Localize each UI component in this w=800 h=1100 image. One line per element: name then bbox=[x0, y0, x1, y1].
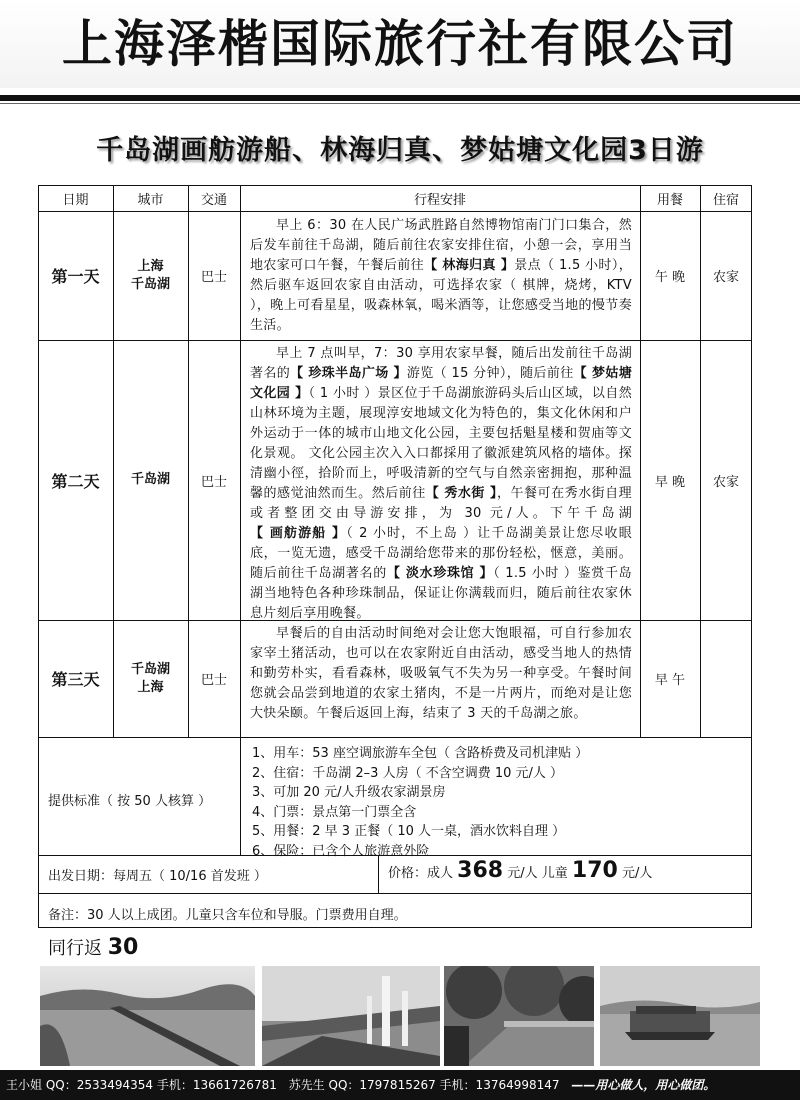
standards-item: 4、门票：景点第一门票全含 bbox=[252, 804, 417, 820]
price bbox=[388, 858, 652, 883]
standards-item: 2、住宿：千岛湖 2–3 人房（ 不含空调费 10 元/人 ） bbox=[252, 765, 564, 781]
day-2-transport: 巴士 bbox=[200, 474, 227, 490]
forest-photo bbox=[444, 966, 594, 1066]
day-1-city bbox=[113, 211, 188, 340]
standards-item: 1、用车：53 座空调旅游车全包（ 含路桥费及司机津贴 ） bbox=[252, 746, 589, 761]
day-3-itinerary: 早餐后的自由活动时间绝对会让您大饱眼福，可自行参加农家宰土猪活动，也可以在农家附近自由活动，感受当地人的热情和勤劳朴实，看看森林，吸吸氧气不失为另一种享受。午餐时间您就会品尝到地道的农家土猪肉，不是一片两片，而绝对是让您大快朵颐。午餐后返回上海，结束了 3 天的千岛湖之旅。 bbox=[250, 626, 632, 721]
day-3-city-2: 上海 bbox=[137, 679, 164, 695]
slogan: ——用心做人，用心做团。 bbox=[571, 1078, 716, 1092]
day-1-city-2: 千岛湖 bbox=[130, 276, 170, 292]
day-3-city bbox=[113, 620, 188, 737]
day-2-label: 第二天 bbox=[51, 471, 100, 491]
day-3-city-1: 千岛湖 bbox=[130, 661, 170, 677]
contact-bar bbox=[0, 1070, 800, 1100]
day-1-label: 第一天 bbox=[51, 267, 100, 286]
day-2-lodging: 农家 bbox=[712, 474, 739, 490]
header-rule-thin bbox=[0, 103, 800, 104]
price-adult-unit: 元/人 儿童 bbox=[507, 866, 568, 881]
standards-item: 6、保险：已含个人旅游意外险 bbox=[252, 843, 430, 859]
standards-label: 提供标准（ 按 50 人核算 ） bbox=[48, 794, 212, 809]
fountain-photo bbox=[262, 966, 440, 1066]
day-1-lodging: 农家 bbox=[712, 270, 739, 285]
day-3-transport: 巴士 bbox=[200, 673, 227, 688]
day-1-itinerary: 早上 6：30 在人民广场武胜路自然博物馆南门门口集合，然后发车前往千岛湖，随后前往农家安排住宿，小憩一会，享用当地农家可口午餐，午餐后前往【 林海归真 】景点（ 1.5 小时），然后驱车返回农家自由活动，可选择农家（ 棋牌，烧烤，KTV ），晚上可看星星，吸森林氧，喝米酒等，让您感受当地的慢节奏生活。 bbox=[250, 218, 633, 333]
day-2-itinerary: 早上 7 点叫早，7：30 享用农家早餐，随后出发前往千岛湖著名的【 珍珠半岛广场 】游览（ 15 分钟），随后前往【 梦姑塘文化园 】（ 1 小时 ）景区位于千岛湖旅游码头后山区域，以自然山林环境为主题，展现淳安地域文化为特色的，集文化休闲和户外运动于一体的城市山地文化公园，主要包括魁星楼和贺庙等文化景观。 文化公园主次入入口都採用了徽派建筑风格的墙体。探清幽小徑，拾阶而上，呼吸清新的空气与自然亲密拥抱，那种温馨的感觉油然而生。然后前往【 秀水街 】，午餐可在秀水街自理或者整团交由导游安排，为 30 元/人。下午千岛湖【 画舫游船 】（ 2 小时，不上岛 ）让千岛湖美景让您尽收眼底，一览无遗，感受千岛湖给您带来的那份轻松，惬意，美丽。随后前往千岛湖著名的【 淡水珍珠馆 】（ 1.5 小时 ）鉴赏千岛湖当地特色各种珍珠制品，保证让你满载而归，随后前往农家休息片刻后享用晚餐。 bbox=[250, 346, 632, 621]
standards-item: 5、用餐：2 早 3 正餐（ 10 人一桌，酒水饮料自理 ） bbox=[252, 824, 566, 839]
remarks: 备注：30 人以上成团。儿童只含车位和导服。门票费用自理。 bbox=[48, 908, 407, 923]
header-city: 城市 bbox=[137, 192, 164, 208]
photo-strip bbox=[40, 966, 760, 1066]
day-1-city-1: 上海 bbox=[137, 258, 164, 274]
day-1-meals: 午 晚 bbox=[654, 270, 686, 285]
price-adult: 368 bbox=[457, 858, 504, 883]
header-meals: 用餐 bbox=[656, 192, 683, 208]
bridge-photo bbox=[40, 966, 255, 1066]
standards-list bbox=[252, 744, 748, 861]
price-prefix: 价格：成人 bbox=[388, 866, 454, 881]
header-date: 日期 bbox=[62, 192, 89, 208]
day-3-meals: 早 午 bbox=[654, 673, 686, 688]
tour-title: 千岛湖画舫游船、林海归真、梦姑塘文化园3日游 bbox=[96, 135, 704, 166]
company-name: 上海泽楷国际旅行社有限公司 bbox=[0, 0, 800, 88]
day-3-label: 第三天 bbox=[51, 670, 100, 689]
peer-rebate-label: 同行返 bbox=[48, 938, 102, 959]
standards-item: 3、可加 20 元/人升级农家湖景房 bbox=[252, 785, 446, 800]
peer-rebate bbox=[48, 934, 138, 960]
header-itinerary: 行程安排 bbox=[413, 192, 466, 208]
price-child-unit: 元/人 bbox=[621, 866, 653, 881]
header-transport: 交通 bbox=[200, 192, 227, 208]
day-1-transport: 巴士 bbox=[200, 270, 227, 285]
price-child: 170 bbox=[571, 858, 618, 883]
header-rule bbox=[0, 95, 800, 101]
day-2-city bbox=[113, 340, 188, 620]
departure-date: 出发日期：每周五（ 10/16 首发班 ） bbox=[48, 869, 267, 884]
day-2-city-1: 千岛湖 bbox=[130, 472, 170, 487]
contact-1: 王小姐 QQ：2533494354 手机：13661726781 bbox=[6, 1078, 277, 1092]
boat-photo bbox=[600, 966, 760, 1066]
header-lodging: 住宿 bbox=[712, 192, 739, 208]
day-3-lodging bbox=[700, 620, 752, 737]
peer-rebate-value: 30 bbox=[107, 935, 139, 960]
contact-2: 苏先生 QQ：1797815267 手机：13764998147 bbox=[288, 1078, 560, 1092]
day-2-meals: 早 晚 bbox=[654, 474, 686, 490]
